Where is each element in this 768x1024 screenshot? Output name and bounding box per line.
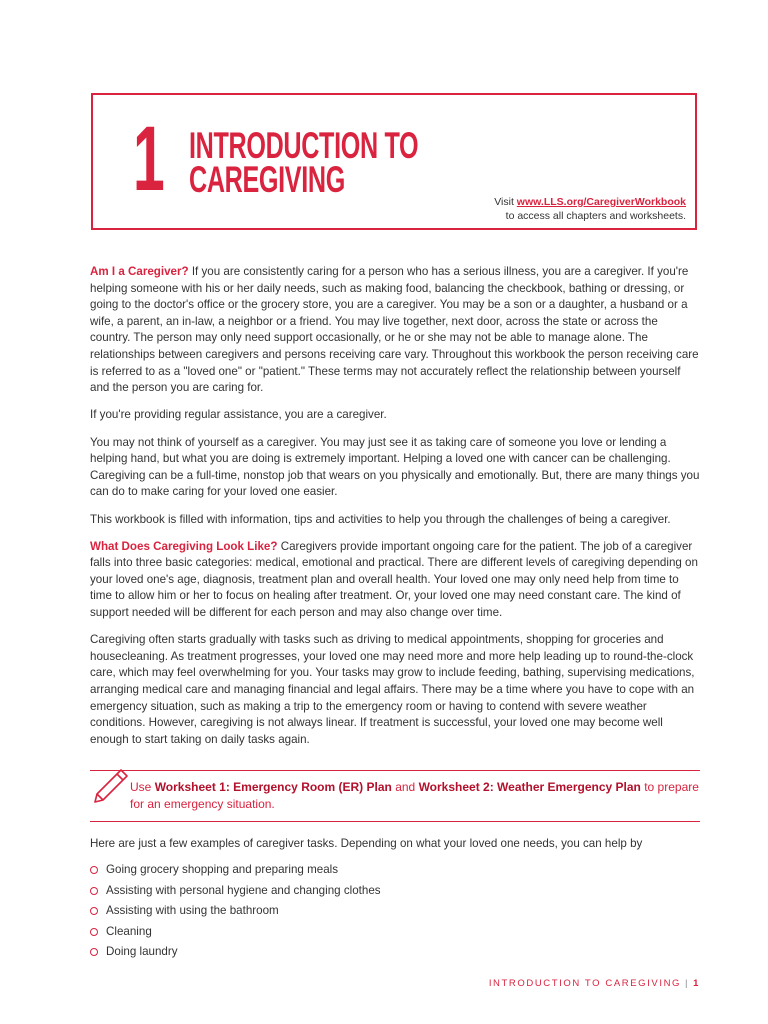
list-item [90,924,381,945]
page-number: 1 [693,978,700,989]
tasks-intro: Here are just a few examples of caregiver tasks. Depending on what your loved one needs, you can help by [90,837,643,850]
paragraph-am-i [90,264,700,397]
list-item [90,903,381,924]
worksheet-2-ref: Worksheet 2: Weather Emergency Plan [418,780,641,794]
worksheet-1-ref: Worksheet 1: Emergency Room (ER) Plan [154,780,392,794]
list-item [90,862,381,883]
heading-am-i-caregiver: Am I a Caregiver? [90,265,189,278]
circle-bullet-icon [90,866,98,874]
callout-rest: to prepare for an emergency situation. [130,780,699,811]
worksheet-callout [90,770,700,822]
paragraph-what [90,539,700,622]
list-item [90,944,381,965]
what-body: Caregivers provide important ongoing care for the patient. The job of a caregiver falls into three basic categories: medical, emotional and practical. There are different levels of caregiving depending on your loved one's age, diagnosis, treatment plan and overall health. Your loved one may only need help from time to time to allow him or her to focus on healing after treatment. Or, your loved one may need constant care. The kind of support needed will be different for each person and may also change over time. [90,539,698,620]
chapter-number: 1 [133,108,164,210]
paragraph-regular: If you're providing regular assistance, you are a caregiver. [90,408,387,422]
list-item [90,883,381,904]
chapter-title-line2: CAREGIVING [189,159,345,200]
pencil-icon [90,766,130,806]
visit-suffix: to access all chapters and worksheets. [505,210,686,222]
main-content [90,264,700,759]
circle-bullet-icon [90,928,98,936]
page-footer [489,978,700,989]
visit-note [494,195,686,223]
footer-separator: | [685,978,690,989]
chapter-title [189,125,419,200]
task-text: Going grocery shopping and preparing meals [106,863,339,876]
circle-bullet-icon [90,907,98,915]
paragraph-gradual: Caregiving often starts gradually with tasks such as driving to medical appointments, shopping for groceries and housecleaning. As treatment progresses, your loved one may need more and more help leading up to round-the-clock care, which may feel overwhelming for you. Your tasks may grow to include feeding, bathing, supervising medications, arranging medical care and managing financial and legal affairs. There may be a time where you have to cope with an emergency situation, such as making a trip to the emergency room or having to contend with severe weather conditions. However, caregiving is not always linear. If treatment is successful, your loved one may become well enough to start taking on daily tasks again. [90,633,695,746]
task-text: Doing laundry [106,945,178,958]
task-text: Assisting with using the bathroom [106,904,279,917]
chapter-header [91,93,697,230]
am-i-body: If you are consistently caring for a person who has a serious illness, you are a caregiver. If you're helping someone with his or her daily needs, such as making food, balancing the checkbook, bathing or dressing, or going to the doctor's office or the grocery store, you are a caregiver. You may be a son or a daughter, a husband or a wife, a parent, an in-law, a neighbor or a friend. You may live together, next door, across the state or across the country. The person may only need support occasionally, or he or she may not be able to manage alone. The relationships between caregivers and persons receiving care vary. Throughout this workbook the person receiving care is referred to as a "loved one" or "patient." These terms may not accurately reflect the relationship between yourself and the person you are caring for. [90,265,699,395]
chapter-title-line1: INTRODUCTION TO [189,125,419,166]
task-text: Assisting with personal hygiene and changing clothes [106,883,381,897]
task-list [90,862,381,965]
footer-label: INTRODUCTION TO CAREGIVING [488,978,682,989]
circle-bullet-icon [90,948,98,956]
callout-text [130,779,700,812]
paragraph-think: You may not think of yourself as a caregiver. You may just see it as taking care of someone you love or lending a helping hand, but what you are doing is extremely important. Helping a loved one with cancer can be challenging. Caregiving can be a full-time, nonstop job that wears on you physically and emotionally. But, there are many things you can do to make caring for your loved one easier. [90,435,700,499]
callout-and: and [391,780,419,794]
callout-use: Use [130,780,155,794]
heading-what-caregiving: What Does Caregiving Look Like? [90,539,278,553]
task-text: Cleaning [106,924,152,938]
workbook-link[interactable]: www.LLS.org/CaregiverWorkbook [516,196,686,208]
circle-bullet-icon [90,887,98,895]
visit-prefix: Visit [494,196,514,208]
paragraph-workbook: This workbook is filled with information, tips and activities to help you through the challenges of being a caregiver. [90,512,671,526]
